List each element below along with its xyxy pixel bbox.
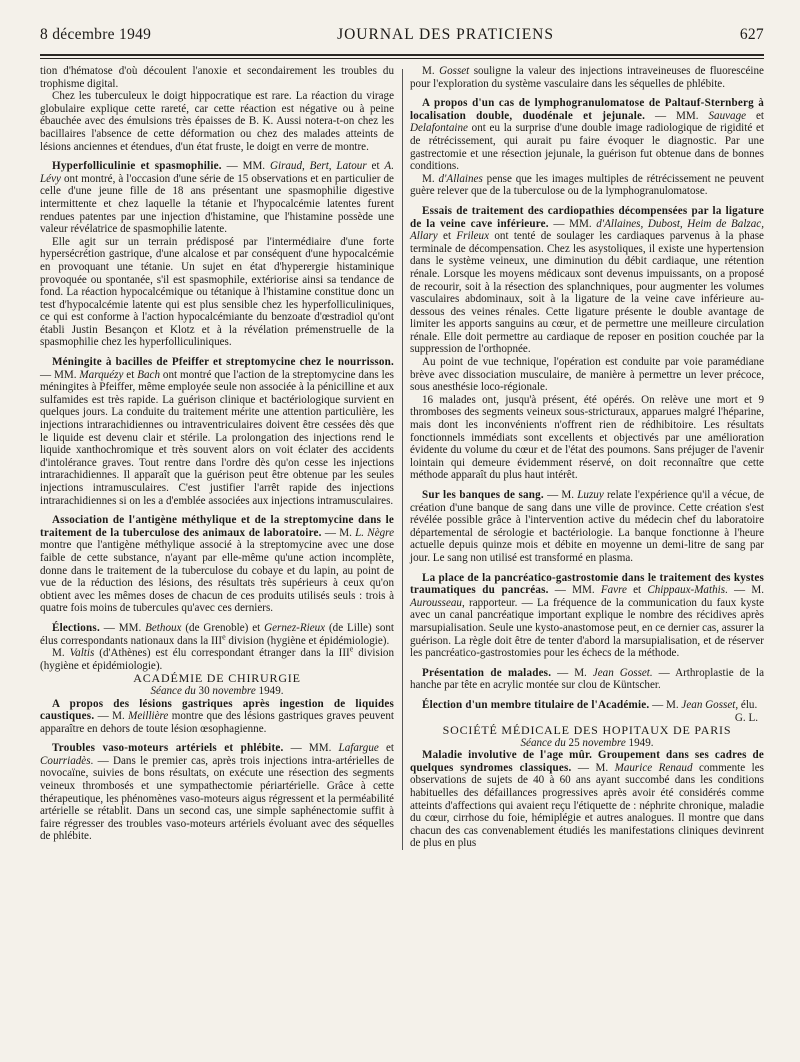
article-columns	[40, 65, 764, 850]
article-antigene: Association de l'antigène méthylique et de la streptomycine dans le traitement de la tuberculose des animaux de laboratoire. — M. L. Nègre montre que l'antigène méthylique associé à la streptomycine avec une dose faible de cette substance, n'ayant par elle-même qu'une action incomplète, donne dans le traitement de la tuberculose du cobaye et du lapin, au point de vue de la réduction des lésions, des résultats très supérieurs à ceux qu'on obtient avec les mêmes doses de chacun de ces produits utilisés seuls : trois à quatre fois moins de tubercules qu'avec ces derniers.	[40, 514, 395, 615]
article-maladie-involutive: Maladie involutive de l'age mûr. Groupement dans ses cadres de quelques syndromes classiques. — M. Maurice Renaud commente les observations de sujets de 40 à 60 ans ayant succombé dans les conditions habituelles des défaillances progressives après avoir été considérés comme atteints d'affections qui avaient reçu l'étiquette de : néphrite chronique, maladie du cœur, cirrhose du foie, hémiplégie et autres analogues. Il montre que dans chacun des cas convenablement étudiés les manifestations cliniques devinrent de plus en plus	[410, 749, 764, 850]
session-date: Séance du 25 novembre 1949.	[520, 736, 654, 749]
article-title: La place de la pancréatico-gastrostomie dans le traitement des kystes traumatiques du pancréas.	[410, 571, 764, 597]
session-date: Séance du 30 novembre 1949.	[150, 684, 284, 697]
article-title: Méningite à bacilles de Pfeiffer et streptomycine chez le nourrisson.	[52, 356, 394, 369]
article-title: Maladie involutive de l'age mûr. Groupement dans ses cadres de quelques syndromes classiques.	[410, 749, 764, 774]
left-column	[40, 65, 394, 850]
article-hyperfolliculinie: Hyperfolliculinie et spasmophilie. — MM. Giraud, Bert, Latour et A. Lévy ont montré, à l'occasion d'une série de 15 observations et en particulier de celle d'une jeune fille de 18 ans présentant une spasmophilie digestive intermittente et chez laquelle la tétanie et l'hypocalcémie latentes furent rendues patentes par une injection d'histamine, que l'histamine possède une valeur révélatrice de spasmophilie latente.	[40, 160, 394, 236]
signature: G. L.	[734, 711, 758, 724]
article-title: Sur les banques de sang.	[422, 489, 544, 501]
running-head	[40, 26, 764, 48]
column-divider	[402, 69, 403, 850]
paragraph: 16 malades ont, jusqu'à présent, été opérés. On relève une mort et 9 thromboses des segments veineux sous-stricturaux, apparues malgré l'héparine, mais dont les inconvénients n'offrent rien de rédhibitoire. Les résultats fonctionnels immédiats sont excellents et objectivés par une amélioration évidente du volume du cœur et de l'état des poumons. Sans préjuger de l'avenir lointain qui demeure évidemment réservé, on doit reconnaître que cette méthode apparaît du plus haut intérêt.	[410, 393, 764, 482]
paragraph: M. Gosset souligne la valeur des injections intraveineuses de fluorescéine pour l'exploration du système vasculaire dans les séquelles de phlébite.	[410, 65, 764, 90]
header-rule-thin	[40, 58, 764, 59]
article-title: Troubles vaso-moteurs artériels et phlébite.	[52, 742, 284, 755]
page-number: 627	[739, 26, 764, 43]
paragraph: Chez les tuberculeux le doigt hippocratique est rare. La réaction du virage globulaire explique cette rareté, car cette réaction est négative ou à peine ébauchée avec des émulsions très épaisses de B. K. Aussi notera-t-on chez les bacillaires l'absence de cette déformation ou chez des malades atteints de lésions anciennes et étendues, d'un état fruste, le doigt en verre de montre.	[40, 90, 394, 153]
article-title: A propos d'un cas de lymphogranulomatose de Paltauf-Sternberg à localisation double, duodénale et jejunale.	[410, 97, 764, 122]
article-elections: Élections. — MM. Bethoux (de Grenoble) et Gernez-Rieux (de Lille) sont élus correspondants nationaux dans la IIIe division (hygiène et épidémiologie).	[40, 621, 394, 647]
article-title: Essais de traitement des cardiopathies décompensées par la ligature de la veine cave inférieure.	[410, 204, 764, 230]
article-lymphogranulomatose: A propos d'un cas de lymphogranulomatose de Paltauf-Sternberg à localisation double, duodénale et jejunale. — MM. Sauvage et Delafontaine ont eu la surprise d'une double image radiologique de rigidité et de rétrécissement, qui aurait pu faire évoquer le diagnostic. Par une gastrectomie et une résection jejunale, la guérison fut obtenue dans de bonnes conditions.	[410, 97, 764, 173]
article-troubles: Troubles vaso-moteurs artériels et phlébite. — MM. Lafargue et Courriadès. — Dans le premier cas, après trois injections intra-artérielles de novocaïne, suivies de bons résultats, on exécute une résection des segments veineux thrombosés et une sympathectomie périartérielle. Grâce à cette thérapeutique, les phénomènes vaso-moteurs aigus régressent et la perméabilité artérielle se rétablit. Dans un second cas, une simple saphénectomie suffit à faire régresser des troubles vaso-moteurs artériels évoluant avec des séquelles de phlébite.	[40, 742, 394, 843]
article-title: Association de l'antigène méthylique et de la streptomycine dans le traitement de la tuberculose des animaux de laboratoire.	[40, 514, 394, 539]
article-banques: Sur les banques de sang. — M. Luzuy relate l'expérience qu'il a vécue, de création d'une banque de sang dans une ville de province. Cette création s'est révélée possible grâce à l'intervention active du médecin chef du laboratoire départemental de sérologie et bactériologie. La banque fonctionne à l'heure actuelle depuis quinze mois et débite en moyenne un demi-litre de sang par jour. Le sang non utilisé est transformé en plasma.	[410, 489, 764, 564]
paragraph: Au point de vue technique, l'opération est conduite par voie paramédiane brève avec dissociation musculaire, de manière à permettre un lever précoce, sous anesthésie loco-régionale.	[410, 356, 764, 394]
article-title: Élection d'un membre titulaire de l'Académie.	[422, 698, 650, 711]
paragraph: tion d'hématose d'où découlent l'anoxie et secondairement les troubles du trophisme digital.	[40, 65, 394, 90]
article-election: Élection d'un membre titulaire de l'Académie. — M. Jean Gosset, élu.	[422, 698, 758, 711]
section-heading: SOCIÉTÉ MÉDICALE DES HOPITAUX DE PARIS	[442, 723, 732, 738]
article-lesions: A propos des lésions gastriques après ingestion de liquides caustiques. — M. Meillière montre que des lésions gastriques graves peuvent apparaître en dehors de toute lésion œsophagienne.	[40, 697, 394, 735]
issue-date: 8 décembre 1949	[40, 26, 152, 43]
paragraph: Elle agit sur un terrain prédisposé par l'intermédiaire d'une forte hypersécrétion gastrique, d'une alcalose et par conséquent d'une hypocalcémie en provoquant une tétanie. Un sujet en état d'hyperergie histaminique provoquée ou spontanée, s'il est spasmophile, extériorise ainsi sa tendance de fond. La réaction hypocalcémique ou tétanique à l'histamine constitue donc un test d'hypocalcémie latente qui est plus sensible chez les hyperfolliculiniques, ce qui est conforme à l'action hypocalcémiante du benzoate d'œstradiol qu'ont établi Justin Besançon et Klotz et à la révélation prémenstruelle de la spasmophilie chez les hyperfolliculiniques.	[40, 235, 394, 349]
header-rule	[40, 54, 764, 56]
paragraph: M. d'Allaines pense que les images multiples de rétrécissement ne peuvent guère relever que de la tuberculose ou de la lymphogranulomatose.	[410, 172, 764, 198]
section-heading: ACADÉMIE DE CHIRURGIE	[133, 671, 301, 686]
right-column	[410, 65, 764, 850]
article-title: Élections.	[52, 621, 100, 634]
article-title: Hyperfolliculinie et spasmophilie.	[52, 160, 222, 173]
article-cardiopathies: Essais de traitement des cardiopathies décompensées par la ligature de la veine cave inférieure. — MM. d'Allaines, Dubost, Heim de Balzac, Allary et Frileux ont tenté de soulager les cardiaques parvenus à la phase terminale de décompensation. Chez les asystoliques, il existe une hypertension dans le système veineux, une diminution du débit cardiaque, une rétention rénale. Lorsque les moyens médicaux sont devenus impuissants, on a proposé de recourir, soit à la résection des splanchniques, pour augmenter les volumes vasculaires abdominaux, soit à la ligature de la veine cave inférieure au-dessous des veines rénales. Cette ligature présente le double avantage de limiter les apports sanguins au cœur, et de permettre une meilleure circulation rénale. Elle doit permettre au cardiaque de reposer en position couchée par la suppression de l'orthopnée.	[410, 204, 764, 356]
article-presentation: Présentation de malades. — M. Jean Gosset. — Arthroplastie de la hanche par tête en acrylic montée sur clou de Küntscher.	[410, 666, 765, 692]
article-meningite: Méningite à bacilles de Pfeiffer et streptomycine chez le nourrisson. — MM. Marquézy et Bach ont montré que l'action de la streptomycine dans les méningites à Pfeiffer, même employée seule non associée à la pénicilline et aux sulfamides est très rapide. La guérison clinique et bactériologique survient en quelques jours. La conduite du traitement mérite une attention particulière, les injections intrarachidiennes ou intraventriculaires doivent être cessées dès que le liquide est devenu clair et stérile. La prolongation des injections rend le liquide xanthochromique et très souvent alors on voit éclater des accidents d'intolérance graves. Tout rentre dans l'ordre dès qu'on cesse les injections intrarachidiennes. Il apparaît que la guérison peut être obtenue par les seules injections intramusculaires. C'est justifier l'arrêt rapide des injections intrarachidiennes si on les a d'emblée associées aux injections intramusculaires.	[40, 356, 394, 507]
article-title: A propos des lésions gastriques après ingestion de liquides caustiques.	[40, 697, 394, 723]
article-title: Présentation de malades.	[422, 666, 552, 679]
article-pancreas: La place de la pancréatico-gastrostomie dans le traitement des kystes traumatiques du pancréas. — MM. Favre et Chippaux-Mathis. — M. Aurousseau, rapporteur. — La fréquence de la communication du faux kyste avec un canal pancréatique important explique le nombre des récidives après marsupialisation. Seule une kysto-anastomose peut, en ce dernier cas, assurer la guérison. La règle doit être de tenter d'abord la marsupialisation, et de réserver les pancréatico-gastrostomies pour les échecs de la méthode.	[410, 571, 764, 660]
paragraph: M. Valtis (d'Athènes) est élu correspondant étranger dans la IIIe division (hygiène et épidémiologie).	[40, 644, 395, 672]
journal-title: JOURNAL DES PRATICIENS	[337, 26, 554, 43]
